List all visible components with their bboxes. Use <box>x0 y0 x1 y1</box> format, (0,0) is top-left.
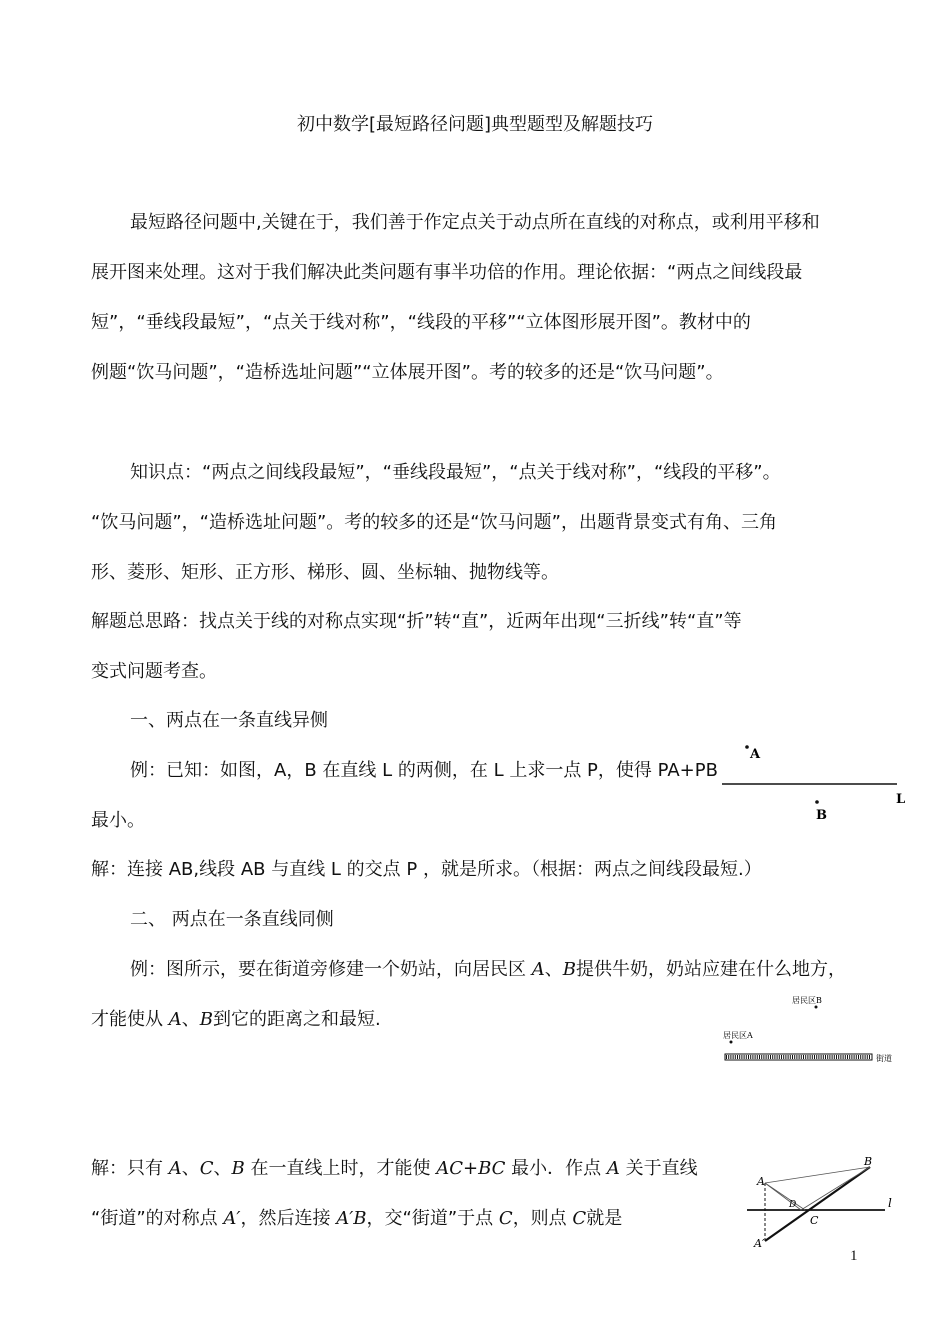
var-bc: BC <box>478 1158 506 1179</box>
approach-line-2: 变式问题考查。 <box>91 661 217 682</box>
var-a: A <box>168 1009 182 1030</box>
text-run: 关于直线 <box>619 1158 698 1179</box>
intro-line-4: 例题“饮马问题”，“造桥选址问题”“立体展开图”。考的较多的还是“饮马问题”。 <box>91 362 724 383</box>
text-run: 、 <box>181 1009 200 1030</box>
var-a-prime: A′ <box>223 1208 241 1229</box>
intro-line-2: 展开图来处理。这对于我们解决此类问题有事半功倍的作用。理论依据：“两点之间线段最 <box>91 262 803 283</box>
label-l: L <box>896 792 906 807</box>
text-run: 在一直线上时，才能使 <box>244 1158 437 1179</box>
text-run: 最小．作点 <box>505 1158 607 1179</box>
section1-heading: 一、两点在一条直线异侧 <box>130 710 328 731</box>
text-run: 到它的距离之和最短. <box>212 1009 381 1030</box>
segment-a-b <box>765 1167 870 1183</box>
section2-solution-line-2 <box>91 1207 622 1231</box>
intro-line-3: 短”，“垂线段最短”，“点关于线对称”，“线段的平移”“立体图形展开图”。教材中的 <box>91 312 751 333</box>
knowledge-line-1: 知识点：“两点之间线段最短”，“垂线段最短”，“点关于线对称”，“线段的平移”。 <box>130 462 781 483</box>
figure-milk-station <box>720 990 910 1070</box>
var-b: B <box>231 1158 245 1179</box>
text-run: 才能使从 <box>91 1009 169 1030</box>
segment-d-b <box>801 1167 870 1210</box>
text-run: 提供牛奶，奶站应建在什么地方， <box>575 959 846 980</box>
var-a: A <box>168 1158 182 1179</box>
figure-reflection <box>745 1153 910 1253</box>
segment-a-prime-b <box>765 1167 870 1241</box>
text-run: ，然后连接 <box>240 1208 337 1229</box>
label-residential-a: 居民区A <box>723 1031 753 1040</box>
label-a: A <box>750 747 761 762</box>
page-number: 1 <box>850 1248 858 1264</box>
residential-a-dot <box>730 1041 733 1044</box>
var-c: C <box>572 1208 587 1229</box>
section1-example-line-2: 最小。 <box>91 810 145 831</box>
text-run: 、 <box>544 959 563 980</box>
label-street: 街道 <box>876 1054 892 1063</box>
var-c: C <box>199 1158 214 1179</box>
text-run: 、 <box>213 1158 232 1179</box>
residential-b-dot <box>815 1006 818 1009</box>
text-run: 、 <box>181 1158 200 1179</box>
var-a-prime: A′ <box>336 1208 354 1229</box>
plus-sign: + <box>462 1158 479 1179</box>
label-a-prime: A′ <box>754 1237 765 1250</box>
knowledge-line-2: “饮马问题”，“造桥选址问题”。考的较多的还是“饮马问题”，出题背景变式有角、三角 <box>91 512 777 533</box>
text-run: 就是 <box>586 1208 623 1229</box>
section2-heading: 二、 两点在一条直线同侧 <box>130 909 334 930</box>
var-b: B <box>562 959 576 980</box>
var-ac: AC <box>436 1158 463 1179</box>
var-c: C <box>498 1208 513 1229</box>
page-title: 初中数学[最短路径问题]典型题型及解题技巧 <box>296 114 654 135</box>
label-l: l <box>888 1196 892 1210</box>
var-b: B <box>199 1009 213 1030</box>
text-run: ，则点 <box>512 1208 573 1229</box>
section1-solution: 解：连接 AB,线段 AB 与直线 L 的交点 P ，就是所求。（根据：两点之间线段最短.） <box>91 859 762 880</box>
point-b-dot <box>815 800 819 804</box>
text-run: “街道”的对称点 <box>91 1208 224 1229</box>
knowledge-line-3: 形、菱形、矩形、正方形、梯形、圆、坐标轴、抛物线等。 <box>91 562 559 583</box>
section2-example-line-1 <box>130 958 846 982</box>
section1-example-line-1: 例：已知：如图，A，B 在直线 L 的两侧，在 L 上求一点 P，使得 PA+PB <box>130 760 718 781</box>
text-run: 解：只有 <box>91 1158 169 1179</box>
section2-example-line-2 <box>91 1008 381 1032</box>
text-run: ，交“街道”于点 <box>366 1208 499 1229</box>
var-a: A <box>606 1158 620 1179</box>
label-residential-b: 居民区B <box>792 996 822 1005</box>
text-run: 例：图所示，要在街道旁修建一个奶站，向居民区 <box>130 959 532 980</box>
label-a: A <box>757 1175 765 1188</box>
label-c: C <box>810 1214 819 1227</box>
label-b: B <box>816 808 827 823</box>
var-b: B <box>353 1208 367 1229</box>
intro-line-1: 最短路径问题中,关键在于，我们善于作定点关于动点所在直线的对称点，或利用平移和 <box>130 212 820 233</box>
var-a: A <box>531 959 545 980</box>
point-a-dot <box>745 745 749 749</box>
approach-line-1: 解题总思路：找点关于线的对称点实现“折”转“直”，近两年出现“三折线”转“直”等 <box>91 611 742 632</box>
segment-a-c <box>765 1183 805 1210</box>
section2-solution-line-1 <box>91 1157 698 1181</box>
label-d: D <box>789 1200 797 1210</box>
figure-opposite-sides <box>715 738 915 828</box>
label-b: B <box>864 1155 873 1168</box>
